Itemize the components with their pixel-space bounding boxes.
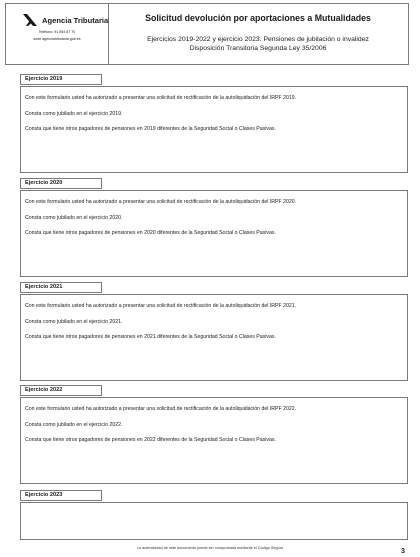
section-line: Consta como jubilado en el ejercicio 2021. bbox=[25, 319, 123, 325]
section-line: Consta que tiene otros pagadores de pensiones en 2019 diferentes de la Seguridad Social o Clases Pasivas. bbox=[25, 126, 276, 132]
footer-note: La autenticidad de este documento puede ser comprobada mediante el Código Seguro bbox=[136, 546, 284, 550]
title-block bbox=[108, 4, 408, 64]
section-box bbox=[20, 190, 408, 277]
section-line: Consta como jubilado en el ejercicio 2022. bbox=[25, 422, 123, 428]
agency-name: Agencia Tributaria bbox=[42, 16, 109, 25]
document-header bbox=[5, 3, 409, 65]
form-subtitle-line1: Ejercicios 2019-2022 y ejercicio 2023. Pensiones de jubilación o invalidez bbox=[147, 36, 369, 43]
agency-block bbox=[6, 4, 109, 64]
section-label: Ejercicio 2023 bbox=[20, 490, 102, 501]
section-box bbox=[20, 294, 408, 381]
page-number: 3 bbox=[401, 548, 405, 555]
agency-website: sede.agenciatributaria.gob.es bbox=[33, 37, 81, 41]
section-label: Ejercicio 2021 bbox=[20, 282, 102, 293]
section-label: Ejercicio 2019 bbox=[20, 74, 102, 85]
section-label: Ejercicio 2020 bbox=[20, 178, 102, 189]
form-subtitle-line2: Disposición Transitoria Segunda Ley 35/2006 bbox=[189, 45, 327, 52]
section-line: Con este formulario usted ha autorizado a presentar una solicitud de rectificación de la autoliquidación del IRPF 2020. bbox=[25, 199, 297, 205]
agency-logo-icon bbox=[23, 14, 37, 26]
section-label: Ejercicio 2022 bbox=[20, 385, 102, 396]
section-line: Consta que tiene otros pagadores de pensiones en 2020 diferentes de la Seguridad Social o Clases Pasivas. bbox=[25, 230, 276, 236]
section-line: Con este formulario usted ha autorizado a presentar una solicitud de rectificación de la autoliquidación del IRPF 2021. bbox=[25, 303, 297, 309]
form-title: Solicitud devolución por aportaciones a Mutualidades bbox=[145, 13, 371, 23]
section-line: Con este formulario usted ha autorizado a presentar una solicitud de rectificación de la autoliquidación del IRPF 2022. bbox=[25, 406, 297, 412]
agency-phone: Teléfono: 91 554 87 70 bbox=[38, 30, 76, 34]
section-line: Consta como jubilado en el ejercicio 2019. bbox=[25, 111, 123, 117]
section-line: Consta como jubilado en el ejercicio 2020. bbox=[25, 215, 123, 221]
section-line: Consta que tiene otros pagadores de pensiones en 2022 diferentes de la Seguridad Social o Clases Pasivas. bbox=[25, 437, 276, 443]
section-line: Consta que tiene otros pagadores de pensiones en 2021 diferentes de la Seguridad Social o Clases Pasivas. bbox=[25, 334, 276, 340]
section-box bbox=[20, 397, 408, 484]
section-line: Con este formulario usted ha autorizado a presentar una solicitud de rectificación de la autoliquidación del IRPF 2019. bbox=[25, 95, 297, 101]
section-box bbox=[20, 86, 408, 173]
section-box bbox=[20, 502, 408, 540]
